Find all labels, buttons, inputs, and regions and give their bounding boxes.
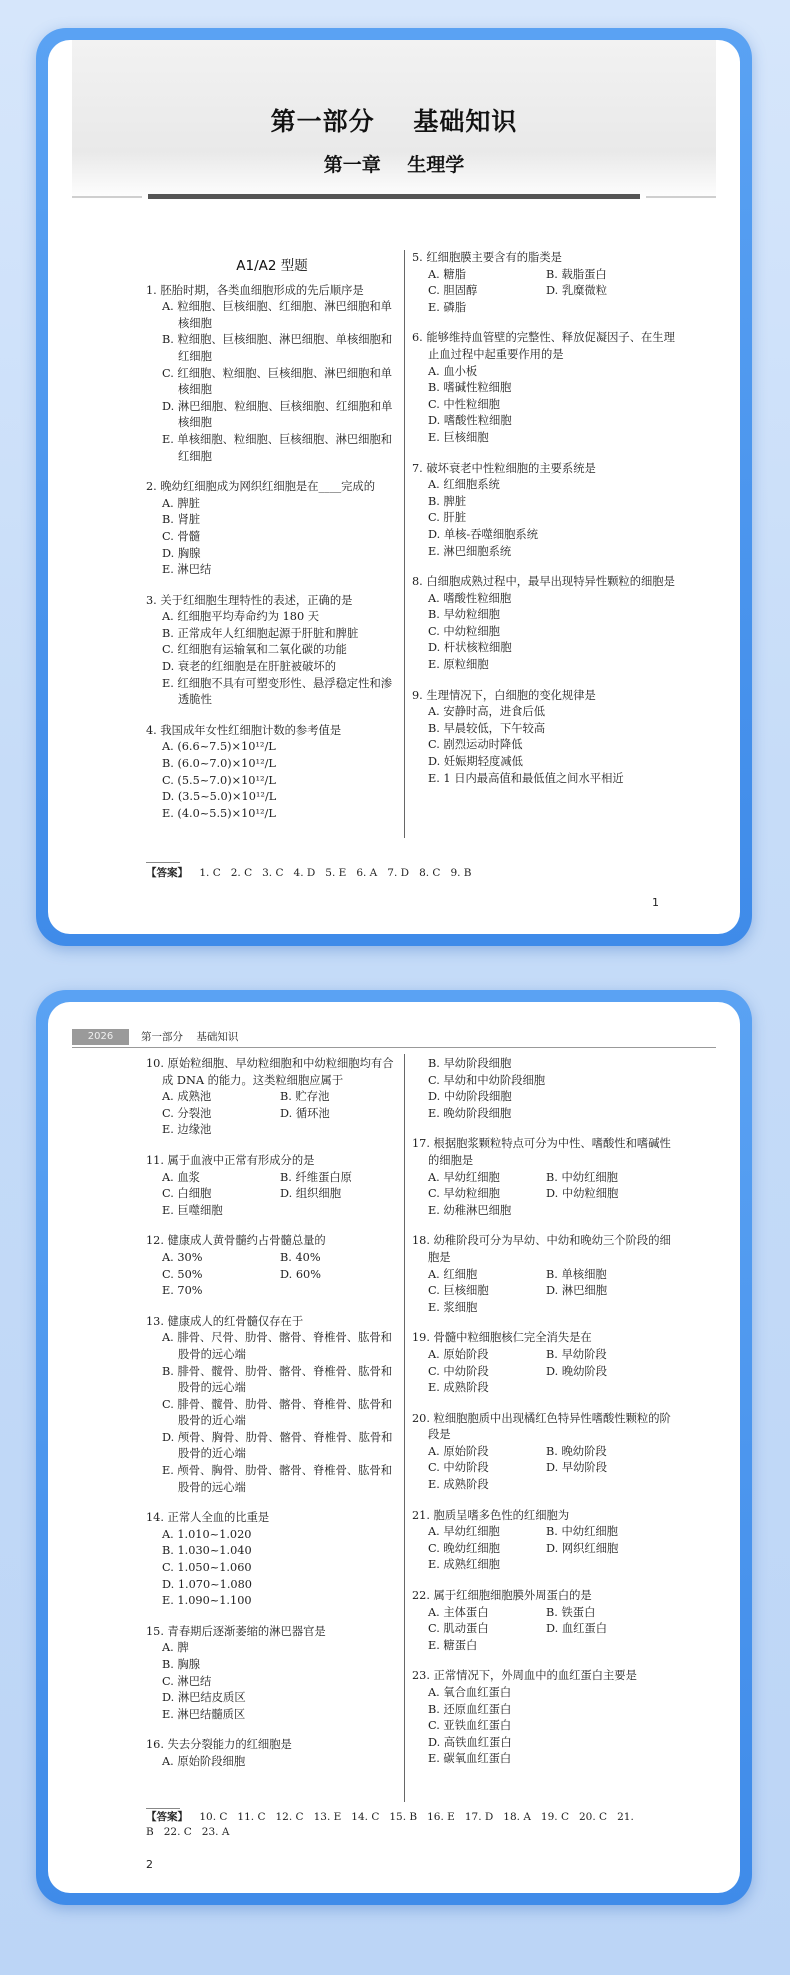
option: B. 载脂蛋白 (546, 267, 607, 281)
option-row (412, 1364, 682, 1381)
option-list (412, 477, 682, 560)
question-item (146, 723, 398, 823)
option-row (412, 1170, 682, 1187)
option: A. 粒细胞、巨核细胞、红细胞、淋巴细胞和单核细胞 (162, 300, 392, 330)
option-row (146, 1186, 398, 1203)
option: C. 分裂池 (162, 1106, 212, 1120)
answer-item: 16. E (427, 1811, 455, 1823)
option: A. 红细胞系统 (428, 478, 500, 492)
option: B. 胸腺 (162, 1658, 201, 1671)
option: B. 贮存池 (280, 1090, 330, 1104)
option: D. 淋巴细胞 (546, 1284, 608, 1298)
answer-item: 8. C (419, 867, 441, 879)
option-row (146, 1170, 398, 1187)
question-stem: 13. 健康成人的红骨髓仅存在于 (146, 1314, 304, 1328)
option: C. 亚铁血红蛋白 (428, 1719, 512, 1733)
option: D. 嗜酸性粒细胞 (428, 414, 512, 428)
option: D. 乳糜微粒 (546, 284, 608, 298)
option: E. 1 日内最高值和最低值之间水平相近 (428, 771, 624, 785)
question-item (146, 283, 398, 466)
question-item (412, 1233, 682, 1316)
book-page-1 (48, 40, 740, 934)
option: A. 安静时高，进食后低 (428, 705, 546, 719)
option: D. 高铁血红蛋白 (428, 1735, 512, 1749)
question-stem: 2. 晚幼红细胞成为网织红细胞是在____完成的 (146, 480, 376, 494)
answer-key (146, 866, 686, 881)
option: E. (4.0~5.5)×10¹²/L (162, 806, 276, 820)
option: D. 淋巴结皮质区 (162, 1691, 246, 1705)
question-stem: 21. 胞质呈嗜多色性的红细胞为 (412, 1508, 570, 1522)
option: E. 原粒细胞 (428, 658, 489, 672)
option: D. 循环池 (280, 1106, 330, 1120)
option: D. 1.070~1.080 (162, 1577, 252, 1591)
question-item (412, 461, 682, 561)
option: B. 40% (280, 1250, 321, 1264)
option: E. 70% (162, 1284, 203, 1298)
answer-item: 4. D (293, 867, 316, 879)
option: E. 晚幼阶段细胞 (428, 1106, 512, 1120)
option: A. (6.6~7.5)×10¹²/L (162, 740, 276, 754)
option-list (412, 1638, 682, 1655)
option-list (146, 1640, 398, 1723)
answer-item: 2. C (230, 867, 253, 879)
question-item (146, 1056, 398, 1139)
option-row (412, 1524, 682, 1541)
option: A. 成熟池 (162, 1090, 212, 1104)
question-stem: 17. 根据胞浆颗粒特点可分为中性、嗜酸性和嗜碱性的细胞是 (412, 1137, 671, 1167)
option: C. 中幼阶段 (428, 1461, 489, 1475)
option-list (146, 1754, 398, 1771)
option: D. 杆状核粒细胞 (428, 641, 512, 655)
option: A. 早幼红细胞 (428, 1170, 500, 1184)
option: D. 早幼阶段 (546, 1461, 608, 1475)
question-item (146, 1314, 398, 1497)
option: C. 1.050~1.060 (162, 1561, 252, 1575)
option: E. 成熟阶段 (428, 1381, 489, 1395)
option: D. 晚幼阶段 (546, 1364, 608, 1378)
option: D. 衰老的红细胞是在肝脏被破坏的 (162, 660, 336, 674)
running-header-rule (72, 1047, 716, 1048)
option: A. 腓骨、尺骨、肋骨、髂骨、脊椎骨、肱骨和股骨的远心端 (162, 1331, 392, 1361)
question-stem: 16. 失去分裂能力的红细胞是 (146, 1738, 292, 1752)
question-stem: 9. 生理情况下，白细胞的变化规律是 (412, 688, 596, 702)
answer-item: 3. C (262, 867, 284, 879)
option: E. 成熟阶段 (428, 1478, 489, 1492)
answer-rule (146, 1808, 180, 1809)
option-row (412, 283, 682, 300)
question-stem: 19. 骨髓中粒细胞核仁完全消失是在 (412, 1331, 592, 1345)
question-column-right (412, 1056, 682, 1782)
option: B. 早幼粒细胞 (428, 608, 500, 622)
option: C. 红细胞有运输氧和二氧化碳的功能 (162, 643, 347, 657)
option-list (146, 1527, 398, 1610)
answer-item: 14. C (351, 1811, 380, 1823)
option: C. 晚幼红细胞 (428, 1541, 500, 1555)
answer-item: 17. D (464, 1811, 494, 1823)
option: E. 1.090~1.100 (162, 1594, 252, 1608)
answer-item: 6. A (356, 867, 378, 879)
option: C. 红细胞、粒细胞、巨核细胞、淋巴细胞和单核细胞 (162, 366, 393, 397)
option: E. 碳氧血红蛋白 (428, 1752, 512, 1766)
option: B. (6.0~7.0)×10¹²/L (162, 757, 276, 771)
option-row (146, 1089, 398, 1106)
column-divider (404, 250, 405, 838)
question-stem: 23. 正常情况下，外周血中的血红蛋白主要是 (412, 1669, 637, 1683)
option: E. 幼稚淋巴细胞 (428, 1203, 512, 1217)
option: D. 网织红细胞 (546, 1541, 619, 1555)
option-row (412, 1186, 682, 1203)
option: E. 淋巴细胞系统 (428, 544, 512, 558)
option: A. 主体蛋白 (428, 1605, 489, 1619)
option-list (146, 739, 398, 822)
option: D. 组织细胞 (280, 1187, 342, 1201)
option: B. 中幼红细胞 (546, 1525, 618, 1539)
year-badge: 2026 (72, 1029, 129, 1045)
option: B. 单核细胞 (546, 1267, 607, 1281)
option: A. 红细胞平均寿命约为 180 天 (162, 610, 320, 624)
question-item (412, 330, 682, 446)
option: D. 血红蛋白 (546, 1622, 608, 1636)
page-card-2 (36, 990, 752, 1905)
answer-item: 15. B (389, 1811, 418, 1823)
option: D. 妊娠期轻度减低 (428, 755, 523, 769)
page-card-1 (36, 28, 752, 946)
option: C. 早幼粒细胞 (428, 1187, 500, 1201)
option: B. 嗜碱性粒细胞 (428, 381, 512, 395)
question-item (412, 1508, 682, 1574)
answer-item: 22. C (163, 1826, 192, 1838)
option-row (412, 1444, 682, 1461)
answer-key-label: 【答案】 (146, 867, 188, 879)
question-column-left (146, 1056, 398, 1785)
option-list (412, 1477, 682, 1494)
option-list (412, 1056, 682, 1122)
option-list (146, 1122, 398, 1139)
option-list (412, 1685, 682, 1768)
question-item (412, 688, 682, 788)
option: E. 巨核细胞 (428, 430, 489, 444)
page-number: 1 (652, 896, 659, 909)
answer-item: 12. C (275, 1811, 304, 1823)
answer-item: 1. C (199, 867, 221, 879)
question-item (146, 1153, 398, 1219)
question-stem: 7. 破坏衰老中性粒细胞的主要系统是 (412, 461, 596, 475)
answer-item: 7. D (387, 867, 410, 879)
answer-item: 11. C (237, 1811, 266, 1823)
option-list (412, 591, 682, 674)
option: D. 60% (280, 1267, 321, 1281)
question-item (412, 1668, 682, 1768)
column-divider (404, 1054, 405, 1802)
option: E. 红细胞不具有可塑变形性、悬浮稳定性和渗透脆性 (162, 676, 393, 707)
option-row (412, 1621, 682, 1638)
option-list (412, 1203, 682, 1220)
answer-item: 23. A (201, 1826, 230, 1838)
option: D. 胸腺 (162, 546, 201, 560)
answer-rule (146, 862, 180, 863)
option: A. 早幼红细胞 (428, 1525, 500, 1539)
option: E. 淋巴结髓质区 (162, 1707, 246, 1721)
option: A. 脾 (162, 1641, 189, 1655)
answer-item: 5. E (325, 867, 347, 879)
option-row (146, 1250, 398, 1267)
option-list (146, 1203, 398, 1220)
question-item (146, 593, 398, 709)
option: B. 早幼阶段 (546, 1347, 607, 1361)
question-stem: 15. 青春期后逐渐萎缩的淋巴器官是 (146, 1624, 326, 1638)
option-row (412, 1267, 682, 1284)
question-item (146, 1510, 398, 1610)
answer-item: 9. B (450, 867, 472, 879)
question-column-left (146, 258, 398, 836)
chapter-title: 第一章 生理学 (323, 154, 465, 176)
option: E. 糖蛋白 (428, 1638, 478, 1652)
option-row (412, 1283, 682, 1300)
option: E. 磷脂 (428, 300, 467, 314)
option-list (146, 1330, 398, 1496)
question-stem: 14. 正常人全血的比重是 (146, 1511, 270, 1525)
option: E. 浆细胞 (428, 1300, 478, 1314)
question-stem: 6. 能够维持血管壁的完整性、释放促凝因子、在生理止血过程中起重要作用的是 (412, 331, 675, 361)
option: B. 肾脏 (162, 513, 201, 527)
option: A. 原始阶段 (428, 1347, 489, 1361)
option: C. 淋巴结 (162, 1674, 212, 1688)
option-list (412, 300, 682, 317)
question-item (412, 1588, 682, 1654)
option: D. 中幼阶段细胞 (428, 1090, 512, 1104)
option: C. 腓骨、髋骨、肋骨、髂骨、脊椎骨、肱骨和股骨的近心端 (162, 1397, 393, 1428)
question-stem: 8. 白细胞成熟过程中，最早出现特异性颗粒的细胞是 (412, 575, 675, 589)
option: C. 白细胞 (162, 1187, 212, 1201)
option: C. 巨核细胞 (428, 1284, 489, 1298)
question-item (412, 1136, 682, 1219)
option-row (146, 1267, 398, 1284)
question-stem: 1. 胚胎时期，各类血细胞形成的先后顺序是 (146, 283, 364, 297)
option: A. 氧合血红蛋白 (428, 1686, 512, 1699)
option: D. 颅骨、胸骨、肋骨、髂骨、脊椎骨、肱骨和股骨的近心端 (162, 1430, 393, 1461)
option-row (412, 1541, 682, 1558)
option: A. 血浆 (162, 1170, 200, 1184)
option: B. 正常成年人红细胞起源于肝脏和脾脏 (162, 626, 359, 640)
option: B. 晚幼阶段 (546, 1444, 607, 1458)
option: C. 肝脏 (428, 511, 467, 525)
option: B. 铁蛋白 (546, 1605, 596, 1619)
header-rule-left (72, 196, 142, 198)
option: D. 单核-吞噬细胞系统 (428, 527, 539, 541)
option: E. 巨噬细胞 (162, 1203, 223, 1217)
page-number: 2 (146, 1858, 153, 1871)
question-item (146, 1737, 398, 1770)
option: C. 中幼阶段 (428, 1364, 489, 1378)
option: C. 50% (162, 1267, 203, 1281)
option: E. 成熟红细胞 (428, 1558, 500, 1572)
header-rule-main (148, 194, 640, 199)
option: B. 脾脏 (428, 494, 467, 508)
option: C. 骨髓 (162, 529, 201, 543)
option: C. 中幼粒细胞 (428, 624, 500, 638)
option: B. 腓骨、髋骨、肋骨、髂骨、脊椎骨、肱骨和股骨的远心端 (162, 1364, 393, 1395)
option: B. 还原血红蛋白 (428, 1702, 512, 1716)
answer-item: 19. C (540, 1811, 569, 1823)
answer-item: 20. C (579, 1811, 608, 1823)
part-title: 第一部分 基础知识 (270, 107, 518, 136)
option: E. 边缘池 (162, 1123, 212, 1137)
question-item (412, 574, 682, 674)
option: A. 糖脂 (428, 267, 466, 281)
answer-item: 18. A (503, 1811, 531, 1823)
answer-key (146, 1810, 666, 1840)
option: A. 原始阶段细胞 (162, 1754, 246, 1768)
option: B. 早晨较低，下午较高 (428, 721, 546, 735)
question-stem: 22. 属于红细胞细胞膜外周蛋白的是 (412, 1589, 592, 1603)
question-item (146, 479, 398, 579)
option: C. 剧烈运动时降低 (428, 738, 523, 752)
option-row (412, 1460, 682, 1477)
option-list (412, 704, 682, 787)
question-item (412, 1330, 682, 1396)
header-rule-right (646, 196, 716, 198)
option-list (146, 299, 398, 465)
option-row (146, 1106, 398, 1123)
question-stem: 11. 属于血液中正常有形成分的是 (146, 1153, 315, 1167)
option: A. 嗜酸性粒细胞 (428, 591, 512, 605)
option-list (412, 1557, 682, 1574)
option-list (412, 1380, 682, 1397)
answer-key-label: 【答案】 (146, 1811, 188, 1823)
option: A. 原始阶段 (428, 1444, 489, 1458)
option: B. 早幼阶段细胞 (428, 1057, 512, 1070)
option-list (146, 496, 398, 579)
option: E. 单核细胞、粒细胞、巨核细胞、淋巴细胞和红细胞 (162, 432, 393, 463)
option: B. 中幼红细胞 (546, 1170, 618, 1184)
option-row (412, 267, 682, 284)
question-stem: 4. 我国成年女性红细胞计数的参考值是 (146, 723, 342, 737)
question-item (146, 1233, 398, 1299)
answer-item: 13. E (313, 1811, 342, 1823)
option: B. 1.030~1.040 (162, 1544, 252, 1558)
option: D. 淋巴细胞、粒细胞、巨核细胞、红细胞和单核细胞 (162, 399, 393, 430)
option: A. 红细胞 (428, 1267, 478, 1281)
option: A. 脾脏 (162, 496, 200, 510)
question-item (146, 1624, 398, 1724)
option-row (412, 1347, 682, 1364)
question-item (412, 250, 682, 316)
option-list (412, 364, 682, 447)
option: D. (3.5~5.0)×10¹²/L (162, 790, 277, 804)
option-list (146, 609, 398, 709)
option: A. 30% (162, 1250, 203, 1264)
option-list (146, 1283, 398, 1300)
option: C. 中性粒细胞 (428, 397, 500, 411)
option: C. 早幼和中幼阶段细胞 (428, 1073, 546, 1087)
option: E. 淋巴结 (162, 563, 212, 577)
option: A. 1.010~1.020 (162, 1527, 252, 1541)
book-page-2 (48, 1002, 740, 1893)
answer-item: 21. B (146, 1811, 634, 1838)
question-item (412, 1056, 682, 1122)
question-stem: 12. 健康成人黄骨髓约占骨髓总量的 (146, 1234, 326, 1248)
option: A. 血小板 (428, 364, 478, 378)
question-stem: 5. 红细胞膜主要含有的脂类是 (412, 251, 562, 264)
section-title: A1/A2 型题 (236, 258, 308, 274)
option: D. 中幼粒细胞 (546, 1187, 619, 1201)
question-column-right (412, 250, 682, 801)
question-item (412, 1411, 682, 1494)
option: B. 纤维蛋白原 (280, 1170, 352, 1184)
running-title: 第一部分 基础知识 (141, 1031, 239, 1043)
option-list (412, 1300, 682, 1317)
option: B. 粒细胞、巨核细胞、淋巴细胞、单核细胞和红细胞 (162, 333, 393, 363)
question-stem: 18. 幼稚阶段可分为早幼、中幼和晚幼三个阶段的细胞是 (412, 1234, 671, 1264)
option: C. 胆固醇 (428, 284, 478, 298)
option-row (412, 1605, 682, 1622)
option: C. (5.5~7.0)×10¹²/L (162, 773, 276, 787)
question-stem: 10. 原始粒细胞、早幼粒细胞和中幼粒细胞均有合成 DNA 的能力。这类粒细胞应属于 (146, 1057, 394, 1087)
question-stem: 20. 粒细胞胞质中出现橘红色特异性嗜酸性颗粒的阶段是 (412, 1411, 671, 1442)
answer-item: 10. C (199, 1811, 228, 1823)
question-stem: 3. 关于红细胞生理特性的表述，正确的是 (146, 593, 353, 607)
option: C. 肌动蛋白 (428, 1622, 489, 1636)
option: E. 颅骨、胸骨、肋骨、髂骨、脊椎骨、肱骨和股骨的远心端 (162, 1464, 393, 1494)
